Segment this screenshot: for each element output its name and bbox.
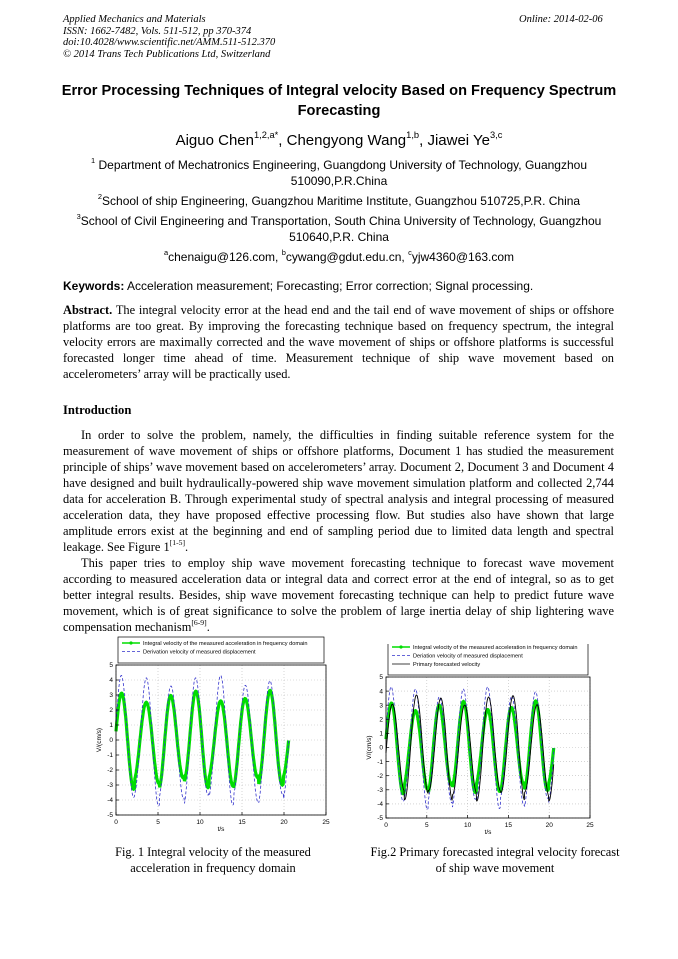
section-heading: Introduction [63, 403, 132, 417]
author-sep: , [419, 132, 428, 149]
email: cywang@gdut.edu.cn, [285, 250, 409, 264]
y-tick-label: -3 [377, 787, 383, 794]
abstract-label: Abstract. [63, 303, 113, 317]
author-list [0, 131, 678, 151]
y-tick-label: 2 [109, 707, 113, 715]
running-header [63, 14, 275, 60]
y-tick-label: -1 [377, 758, 383, 766]
affiliation-sup: 2 [97, 191, 103, 201]
y-tick-label: 1 [109, 722, 113, 730]
y-tick-label: 1 [379, 730, 383, 738]
y-tick-label: -4 [377, 801, 383, 809]
keywords-label: Keywords: [63, 279, 125, 293]
x-tick-label: 15 [238, 819, 246, 826]
online-date: Online: 2014-02-06 [519, 14, 603, 25]
legend-label: Integral velocity of the measured acceleration in frequency domain [143, 641, 308, 647]
legend-marker [399, 645, 402, 648]
x-tick-label: 20 [280, 819, 288, 826]
y-tick-label: 0 [379, 744, 383, 752]
y-tick-label: -3 [107, 782, 113, 790]
y-tick-label: -2 [107, 767, 113, 775]
author-sup: 3,c [490, 129, 503, 140]
x-tick-label: 5 [424, 822, 429, 829]
y-tick-label: 3 [109, 692, 113, 700]
paragraph-text: In order to solve the problem, namely, the difficulties in finding suitable reference system for the measurement of wave movement of ships or offshore platforms, Document 1 has studied the measurement principle of ships’ wave movement based on accelerometers’ array. Document 2, Document 3 and Document 4 have designed and built hydraulically-powered ship wave movement simulation platform and collected 2,744 data for acceleration B. Through experimental study of spectral analysis and integral processing of measured acceleration data, they have proposed effective processing flow. But studies also have shown that large amplitude errors exist at the beginning and end of sampling period due to limited data length and spectral leakage. See Figure 1 [63, 428, 614, 554]
issn-line: ISSN: 1662-7482, Vols. 511-512, pp 370-374 [63, 25, 252, 37]
affiliation-text: School of Civil Engineering and Transportation, South China University of Technology, Guangzhou 510640,P.R. China [80, 214, 602, 244]
x-tick-label: 20 [545, 822, 553, 829]
y-axis-label: V/(cm/s) [96, 727, 103, 753]
keywords-text: Acceleration measurement; Forecasting; Error correction; Signal processing. [124, 279, 534, 293]
author-sup: 1,b [406, 129, 420, 140]
doi-line: doi:10.4028/www.scientific.net/AMM.511-512.370 [63, 37, 276, 48]
keywords [63, 279, 623, 294]
y-tick-label: -1 [107, 752, 113, 760]
affiliation-text: Department of Mechatronics Engineering, Guangdong University of Technology, Guangzhou 510090,P.R.China [95, 158, 587, 188]
figure-1-chart [92, 633, 344, 835]
y-tick-label: 0 [109, 737, 113, 745]
intro-paragraph-2 [63, 555, 614, 635]
y-tick-label: 5 [109, 662, 113, 670]
figure-2-caption: Fig.2 Primary forecasted integral velocity forecast of ship wave movement [370, 845, 620, 875]
y-tick-label: -4 [107, 797, 113, 805]
paper-title: Error Processing Techniques of Integral velocity Based on Frequency Spectrum Forecasting [61, 83, 617, 119]
journal-name: Applied Mechanics and Materials [63, 14, 206, 25]
abstract-text: The integral velocity error at the head end and the tail end of wave movement of ships or offshore platforms are too great. By improving the forecasting technique based on frequency spectrum, the integral velocity errors are maximally corrected and the wave movement of ships or offshore platforms is successful forecasted longer time ahead of time. Measurement technique of ship wave movement based on accelerometers’ array will be practically used. [63, 303, 614, 381]
email: chenaigu@126.com, [168, 250, 282, 264]
affiliation-sup: 1 [91, 155, 96, 165]
email-line [56, 249, 622, 265]
y-tick-label: 5 [379, 674, 383, 682]
author-name: Chengyong Wang [286, 132, 407, 149]
x-tick-label: 25 [322, 819, 330, 826]
x-tick-label: 5 [156, 819, 160, 826]
legend-label: Integral velocity of the measured acceleration in frequency domain [413, 645, 578, 651]
legend-label: Derivation velocity of measured displacement [143, 649, 256, 656]
intro-paragraph-1 [63, 427, 614, 555]
legend-label: Deriation velocity of measured displacement [413, 653, 523, 660]
y-tick-label: 3 [379, 702, 383, 710]
y-tick-label: 2 [379, 716, 383, 724]
email-sup: c [408, 247, 412, 257]
x-tick-label: 0 [384, 822, 388, 829]
y-tick-label: 4 [379, 688, 383, 696]
author-name: Aiguo Chen [175, 132, 254, 149]
y-tick-label: -5 [377, 815, 383, 823]
affiliation-text: School of ship Engineering, Guangzhou Maritime Institute, Guangzhou 510725,P.R. China [102, 194, 581, 208]
author-name: Jiawei Ye [427, 132, 490, 149]
author-sep: , [278, 132, 287, 149]
paragraph-end: . [185, 540, 189, 554]
figure-2-chart [360, 644, 620, 834]
series-line [386, 701, 554, 794]
copyright-line: © 2014 Trans Tech Publications Ltd, Switzerland [63, 48, 271, 60]
series-line [116, 691, 289, 790]
affiliation-1 [56, 157, 622, 189]
email: yjw4360@163.com [411, 250, 515, 264]
paragraph-text: This paper tries to employ ship wave movement forecasting technique to forecast wave movement according to measured acceleration data or integral data and correct error at the end of integral, so as to get better integral results. Besides, ship wave movement forecasting technique can help to predict future wave movement, which is of great significance to solve the problem of large inertia delay of ship lightering wave compensation mechanism [63, 556, 614, 634]
y-tick-label: 4 [109, 677, 113, 685]
affiliation-sup: 3 [76, 211, 81, 221]
y-tick-label: -2 [377, 772, 383, 780]
legend-marker [129, 641, 132, 644]
x-tick-label: 25 [586, 822, 594, 829]
citation: [1-5] [169, 537, 186, 547]
email-sup: b [281, 247, 286, 257]
x-axis-label: t/s [217, 826, 225, 833]
email-sup: a [163, 247, 169, 257]
paragraph-end: . [206, 620, 210, 634]
y-tick-label: -5 [107, 812, 113, 820]
x-tick-label: 15 [504, 822, 513, 829]
legend-label: Primary forecasted velocity [413, 662, 481, 668]
abstract [63, 302, 614, 382]
author-sup: 1,2,a* [253, 129, 279, 140]
x-axis-label: t/s [484, 829, 492, 834]
x-tick-label: 0 [114, 819, 118, 826]
figure-1-caption: Fig. 1 Integral velocity of the measured acceleration in frequency domain [115, 845, 311, 875]
y-axis-label: V/(cm/s) [366, 735, 373, 760]
citation: [6-9] [191, 617, 207, 627]
affiliation-3 [56, 213, 622, 245]
x-tick-label: 10 [463, 822, 472, 829]
affiliation-2 [56, 193, 622, 209]
x-tick-label: 10 [196, 819, 204, 826]
